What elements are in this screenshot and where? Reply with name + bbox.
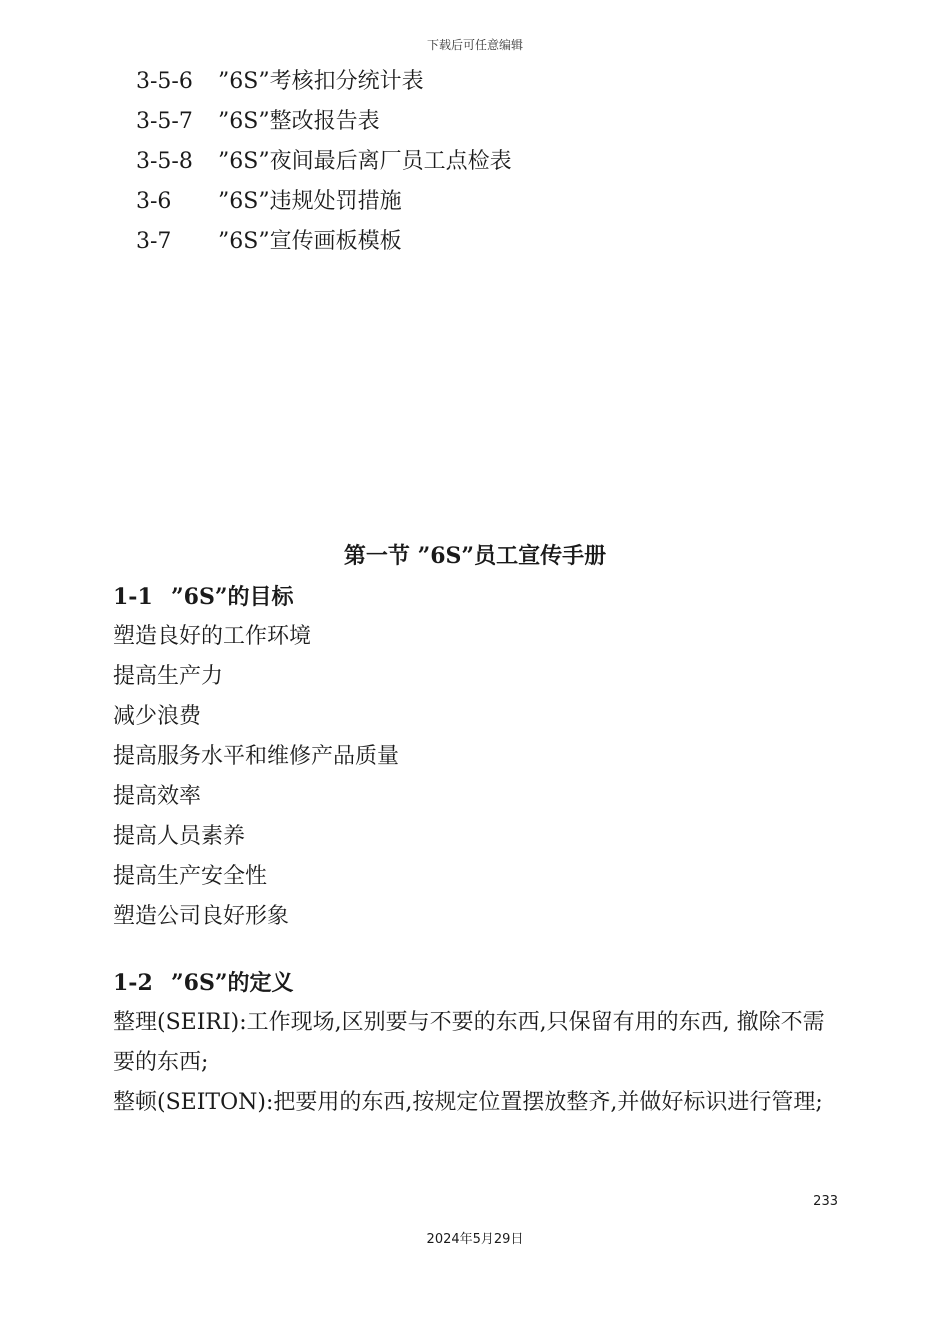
goal-item: 提高生产力 (113, 664, 224, 689)
goals-heading-number: 1-1 (113, 584, 153, 610)
table-of-contents (136, 62, 512, 262)
toc-item-number: 3-5-8 (136, 149, 193, 174)
toc-item (136, 102, 512, 142)
toc-item-title: ”6S”整改报告表 (218, 109, 380, 134)
section-title: 第一节 ”6S”员工宣传手册 (343, 543, 607, 569)
toc-item (136, 62, 512, 102)
goals-heading (113, 577, 843, 617)
toc-item-title: ”6S”夜间最后离厂员工点检表 (218, 149, 512, 174)
definition-heading-number: 1-2 (113, 970, 153, 996)
page-header: 下载后可任意编辑 (426, 38, 523, 52)
goal-item: 提高服务水平和维修产品质量 (113, 744, 400, 769)
toc-item-number: 3-6 (136, 189, 172, 214)
goals-heading-text: ”6S”的目标 (171, 584, 294, 610)
toc-item (136, 142, 512, 182)
definition-section (113, 963, 843, 1123)
definition-paragraph: 整顿(SEITON):把要用的东西,按规定位置摆放整齐,并做好标识进行管理; (113, 1090, 823, 1115)
goals-section (113, 577, 843, 937)
toc-item-title: ”6S”考核扣分统计表 (218, 69, 424, 94)
definition-heading-text: ”6S”的定义 (171, 970, 294, 996)
definition-heading (113, 963, 843, 1003)
toc-item (136, 222, 512, 262)
page-footer-date: 2024年5月29日 (426, 1232, 524, 1247)
goal-item: 提高生产安全性 (113, 864, 268, 889)
toc-item-number: 3-5-6 (136, 69, 193, 94)
definition-paragraph: 整理(SEIRI):工作现场,区别要与不要的东西,只保留有用的东西, 撤除不需要的东西; (113, 1010, 825, 1075)
page-number: 233 (813, 1194, 838, 1209)
toc-item-number: 3-7 (136, 229, 172, 254)
toc-item (136, 182, 512, 222)
goal-item: 塑造公司良好形象 (113, 904, 290, 929)
goal-item: 提高人员素养 (113, 824, 246, 849)
toc-item-title: ”6S”违规处罚措施 (218, 189, 402, 214)
toc-item-number: 3-5-7 (136, 109, 193, 134)
goal-item: 提高效率 (113, 784, 202, 809)
goal-item: 减少浪费 (113, 704, 202, 729)
toc-item-title: ”6S”宣传画板模板 (218, 229, 402, 254)
goal-item: 塑造良好的工作环境 (113, 624, 312, 649)
